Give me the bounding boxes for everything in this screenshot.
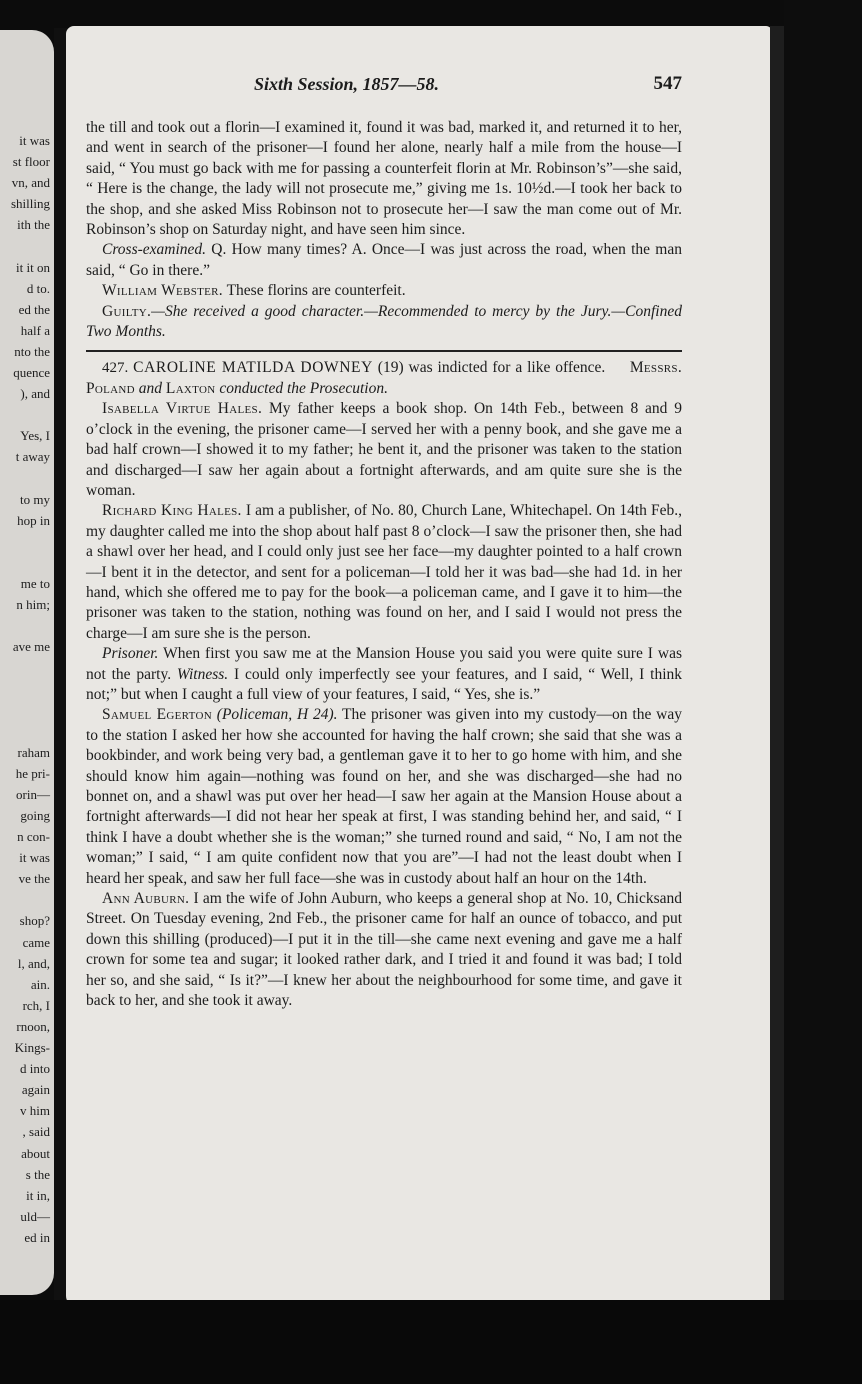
- left-page-fragment: , said: [22, 1124, 50, 1140]
- left-page-fragment: [0, 552, 50, 573]
- prisoner-text: When first you saw me at the Mansion House you said you were quite sure I was not the party.: [86, 645, 682, 683]
- left-page-fragment: to my: [20, 491, 50, 507]
- left-page-fragment: nto the: [14, 343, 50, 359]
- left-page-fragment: [0, 700, 50, 721]
- testimony-samuel-egerton: [86, 705, 682, 889]
- page-content: [86, 74, 682, 1011]
- left-page-fragment: [0, 721, 50, 742]
- cross-examination: [86, 240, 682, 281]
- verdict-text: —She received a good character.—Recommended to mercy by the Jury.—Confined Two Months.: [86, 302, 682, 341]
- webster-text: These florins are counterfeit.: [226, 282, 406, 300]
- witness-role: (Policeman, H 24).: [216, 706, 338, 724]
- running-head-title: Sixth Session, 1857—58.: [254, 74, 440, 94]
- film-border-right: [784, 0, 862, 1384]
- left-page-fragment: d into: [20, 1061, 50, 1077]
- testimony-text: The prisoner was given into my custody—on the way to the station I asked her how she accounted for having the half crown; she said that she was a bookbinder, and work being very bad, a gentleman gave it to her to go home with him, and she should know him again—nothing was found on her, and she was discharged—she had no bonnet on, and a shawl was put over her head—I saw her again at the Mansion House about a fortnight afterwards—I did not hear her speak at first, I was standing behind her, and said, “ I think I have a doubt whether she is the woman;” she turned round and said, “ No, I am not the woman;” I said, “ I am quite confident now that you are”—I had not the least doubt when I heard her speak, and saw her full face—she was in custody about half an hour on the 14th.: [86, 706, 682, 887]
- testimony-text: I am the wife of John Auburn, who keeps a general shop at No. 10, Chicksand Street. On Tuesday evening, 2nd Feb., the prisoner came for half an ounce of tobacco, and put down this shilling (produced)—I put it in the till—she came next evening and gave me a half crown for some tea and sugar; it looked rather dark, and I tried it and found it was bad; I told her so, and she said, “ Is it?”—I knew her about the neighbourhood for some time, and gave it back to her, and she took it away.: [86, 890, 682, 1010]
- verdict-label: Guilty.: [102, 302, 152, 320]
- testimony-isabella-hales: [86, 399, 682, 501]
- left-page-fragment: st floor: [12, 154, 50, 170]
- left-page-fragment: me to: [20, 575, 50, 591]
- case-number: 427.: [102, 360, 129, 377]
- left-page-fragment: quence: [13, 365, 50, 381]
- charge-text: was indicted for a like offence.: [408, 359, 606, 377]
- left-page-fragment: shop?: [19, 913, 50, 929]
- witness-name: Richard King Hales.: [102, 502, 242, 520]
- cross-examined-text: Q. How many times? A. Once—I was just across the road, when the man said, “ Go in there.”: [86, 241, 682, 279]
- testimony-ann-auburn: [86, 889, 682, 1011]
- defendant-name: CAROLINE MATILDA DOWNEY: [133, 359, 373, 377]
- left-page-fragment: ), and: [20, 386, 50, 402]
- witness-label: Witness.: [176, 665, 229, 683]
- prosecution-text: conducted the Prosecution.: [219, 379, 388, 397]
- counsel-and: and: [138, 379, 163, 397]
- left-page-fragment: hop in: [17, 512, 50, 528]
- case-heading: [86, 358, 682, 399]
- testimony-text: I am a publisher, of No. 80, Church Lane, Whitechapel. On 14th Feb., my daughter called me into the shop about half past 8 o’clock—I saw the prisoner then, she had a shawl over her head, and I could only just see her face—my daughter pointed to a half crown—I bent it in the detector, and sent for a policeman—I told her it was bad—she had 1d. in her hand, which she offered me to pay for the book—a policeman came, and I gave it to him—the prisoner was taken to the station, nothing was found on her, and I said I would not press the charge—I am sure she is the person.: [86, 502, 682, 642]
- left-page-fragment: it in,: [26, 1187, 50, 1203]
- left-page-fragment: [0, 657, 50, 678]
- left-page-fragment: raham: [17, 744, 50, 760]
- left-page-fragment: v him: [20, 1103, 50, 1119]
- testimony-text: My father keeps a book shop. On 14th Feb., between 8 and 9 o’clock in the evening, the prisoner came—I served her with a penny book, and she gave me a bad half crown—I showed it to my father; he bent it, and the prisoner was taken to the station and discharged—I saw her again about a fortnight afterwards, and am quite sure she is the woman.: [86, 400, 683, 499]
- left-page-fragment: [0, 235, 50, 256]
- left-page-fragment: about: [21, 1145, 50, 1161]
- left-page-fragment: t away: [15, 449, 50, 465]
- witness-name: Samuel Egerton: [102, 706, 212, 724]
- testimony-richard-hales: [86, 501, 682, 644]
- left-page-fragment: Kings-: [14, 1040, 50, 1056]
- left-page-fragment: Yes, I: [20, 428, 50, 444]
- left-page-fragment: vn, and: [11, 175, 50, 191]
- page-number: 547: [653, 73, 682, 94]
- left-page-fragment: it was: [19, 133, 50, 148]
- left-page-fragment: shilling: [10, 196, 50, 212]
- left-page-fragment: ith the: [17, 217, 50, 233]
- film-border-bottom: [0, 1300, 862, 1384]
- cross-examined-label: Cross-examined.: [102, 241, 207, 259]
- left-page-fragment: again: [21, 1082, 50, 1098]
- witness-name: Isabella Virtue Hales.: [102, 400, 263, 418]
- left-page-fragment: n con-: [17, 829, 50, 845]
- left-page-text-fragments: [0, 130, 50, 1248]
- witness-name: Ann Auburn.: [102, 890, 190, 908]
- left-page-fragment: n him;: [16, 597, 50, 613]
- left-page-fragment: d to.: [26, 280, 50, 296]
- left-page-fragment: orin—: [16, 786, 50, 802]
- left-page-fragment: [0, 531, 50, 552]
- left-page-fragment: [0, 404, 50, 425]
- page-edge: [770, 26, 784, 1306]
- left-page-fragment: rnoon,: [16, 1018, 50, 1034]
- left-page-fragment: [0, 678, 50, 699]
- counsel-1: Messrs. Poland: [86, 359, 682, 397]
- left-page-fragment: [0, 468, 50, 489]
- continuation-paragraph: the till and took out a florin—I examined it, found it was bad, marked it, and returned it to her, and went in search of the prisoner—I found her alone, nearly half a mile from the house—I said, “ You must go back with me for passing a counterfeit florin at Mr. Robinson’s”—she said, “ Here is the change, the lady will not prosecute me,” giving me 1s. 10½d.—I took her back to the shop, and she asked Miss Robinson not to prosecute her—I saw the man come out of Mr. Robinson’s shop on Saturday night, and have seen him since.: [86, 119, 682, 239]
- case-divider: [86, 350, 682, 352]
- left-page-fragment: going: [20, 808, 50, 823]
- counsel-2: Laxton: [165, 379, 216, 397]
- prisoner-label: Prisoner.: [102, 645, 159, 663]
- left-page-fragment: l, and,: [17, 955, 50, 971]
- left-page-fragment: [0, 615, 50, 636]
- testimony-prisoner-question: [86, 644, 682, 705]
- left-page-fragment: came: [22, 934, 50, 950]
- webster-testimony: [86, 281, 682, 301]
- left-page-fragment: s the: [25, 1166, 50, 1182]
- left-page-fragment: it was: [19, 850, 50, 866]
- left-page-fragment: ve the: [18, 871, 50, 887]
- webster-name: William Webster.: [102, 282, 223, 300]
- left-page-fragment: he pri-: [15, 765, 50, 781]
- left-page-fragment: ave me: [12, 639, 50, 655]
- left-page-fragment: ain.: [30, 976, 50, 992]
- witness-reply: I could only imperfectly see your features, and I said, “ Well, I think not;” but when I caught a full view of your features, I said, “ Yes, she is.”: [86, 665, 683, 703]
- left-page-fragment: it it on: [16, 259, 50, 275]
- left-page-fragment: ed the: [18, 301, 50, 317]
- verdict: [86, 302, 682, 343]
- left-page-fragment: rch, I: [22, 997, 50, 1013]
- left-page-fragment: uld—: [20, 1208, 50, 1224]
- left-page-fragment: [0, 889, 50, 910]
- left-facing-page: [0, 30, 54, 1295]
- left-page-fragment: half a: [20, 322, 50, 338]
- running-head: [86, 74, 682, 104]
- left-page-fragment: ed in: [24, 1229, 50, 1245]
- defendant-age: (19): [377, 359, 404, 377]
